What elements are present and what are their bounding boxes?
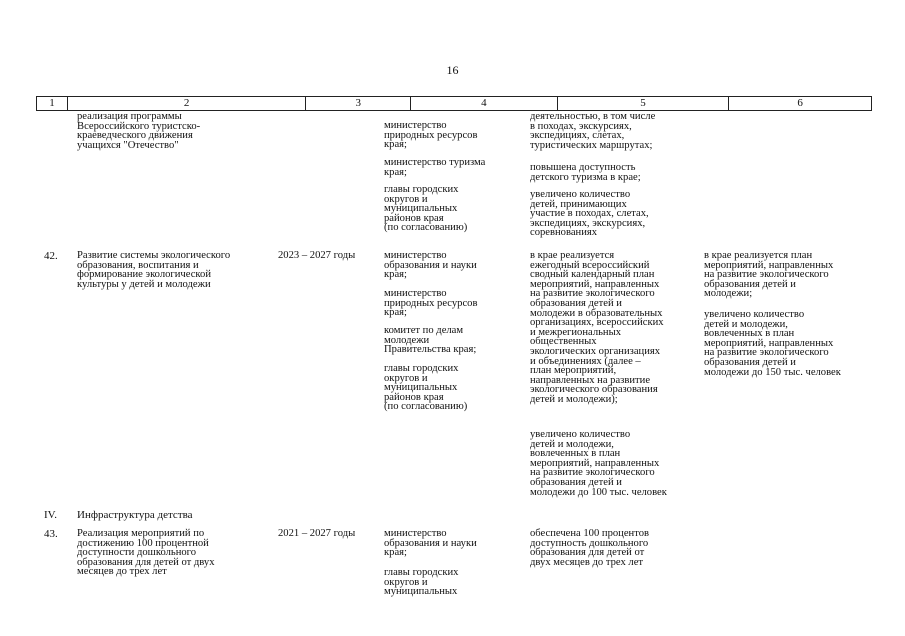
row-42-result-2: увеличено количество детей и молодежи, вовлеченных в план мероприятий, направленных на развитие экологического образования детей и молодежи до 100 тыс. человек (530, 429, 667, 498)
section-title: Инфраструктура детства (77, 509, 193, 521)
cont-row-executor-1: министерство природных ресурсов края; (384, 120, 478, 151)
page-number: 16 (446, 63, 459, 77)
row-42-executor-3: комитет по делам молодежи Правительства края; (384, 325, 477, 356)
row-42-executor-4: главы городских округов и муниципальных районов края (по согласованию) (384, 363, 468, 413)
row-42-period: 2023 – 2027 годы (278, 250, 356, 261)
header-cell-3: 3 (306, 97, 411, 110)
cont-row-executor-3: главы городских округов и муниципальных районов края (по согласованию) (384, 184, 468, 234)
row-43-period: 2021 – 2027 годы (278, 528, 356, 539)
header-cell-1: 1 (37, 97, 68, 110)
cont-row-result-3: увеличено количество детей, принимающих участие в походах, слетах, экспедициях, экскурсиях, соревнованиях (530, 189, 649, 239)
table-header (36, 96, 872, 111)
cont-row-result-1: деятельностью, в том числе в походах, экскурсиях, экспедициях, слетах, туристических маршрутах; (530, 111, 656, 151)
row-42-title: Развитие системы экологического образования, воспитания и формирование экологической культуры у детей и молодежи (77, 250, 231, 290)
row-43-executor-2: главы городских округов и муниципальных (384, 567, 459, 598)
row-42-number: 42. (44, 250, 58, 262)
row-43-number: 43. (44, 528, 58, 540)
header-cell-5: 5 (558, 97, 730, 110)
section-number: IV. (44, 509, 57, 521)
row-42-executor-2: министерство природных ресурсов края; (384, 288, 478, 319)
header-cell-6: 6 (797, 97, 803, 109)
cont-row-result-2: повышена доступность детского туризма в крае; (530, 162, 641, 183)
cont-row-title: реализация программы Всероссийского туристско- краеведческого движения учащихся "Отечество" (77, 111, 201, 151)
row-43-title: Реализация мероприятий по достижению 100 процентной доступности дошкольного образования для детей от двух месяцев до трех лет (77, 528, 215, 578)
header-cell-2: 2 (68, 97, 306, 110)
row-43-result: обеспечена 100 процентов доступность дошкольного образования для детей от двух месяцев до трех лет (530, 528, 650, 568)
header-cell-4: 4 (411, 97, 558, 110)
row-42-result-1: в крае реализуется ежегодный всероссийский сводный календарный план мероприятий, направленных на развитие экологического образования детей и молодежи в образовательных организациях, всероссийских и межрегиональных общественных экологических организациях и объединениях (далее – план мероприятий, направленных на развитие экологического образования детей и молодежи); (530, 250, 664, 405)
cont-row-executor-2: министерство туризма края; (384, 157, 486, 178)
row-42-executor-1: министерство образования и науки края; (384, 250, 477, 281)
row-42-col6-2: увеличено количество детей и молодежи, вовлеченных в план мероприятий, направленных на развитие экологического образования детей и молодежи до 150 тыс. человек (704, 309, 841, 378)
row-42-col6-1: в крае реализуется план мероприятий, направленных на развитие экологического образования детей и молодежи; (704, 250, 834, 300)
row-43-executor-1: министерство образования и науки края; (384, 528, 477, 559)
